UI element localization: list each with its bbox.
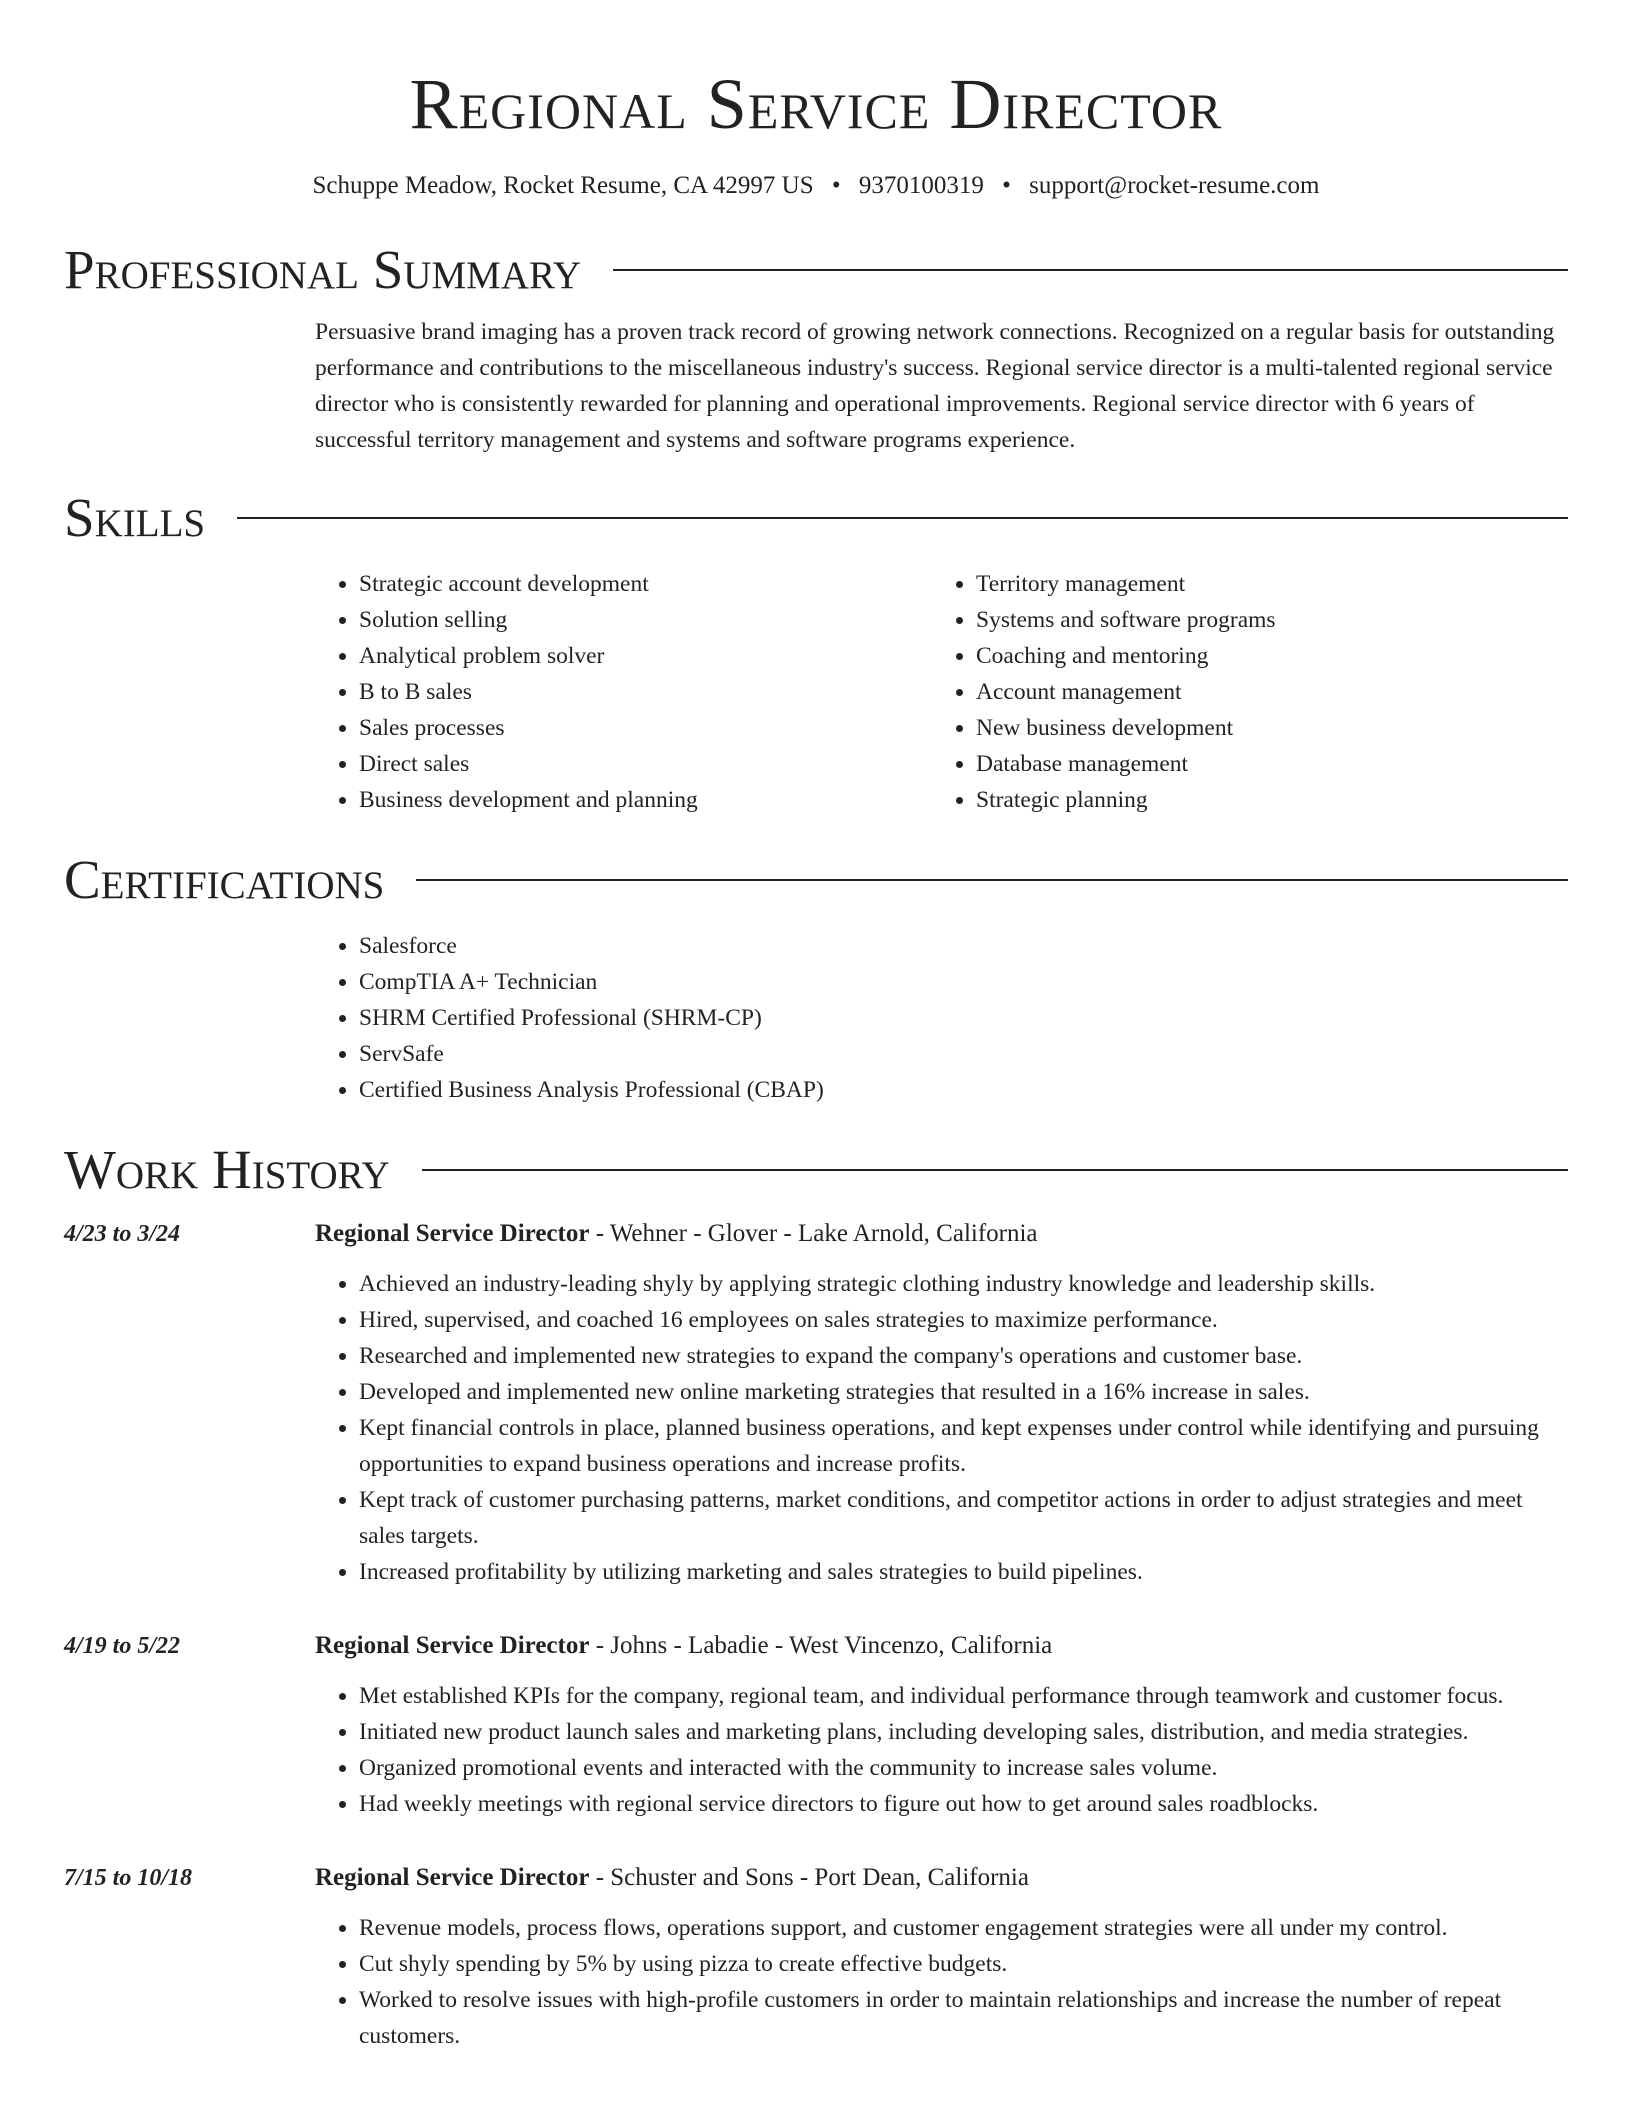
skill-item: • Analytical problem solver [359, 638, 932, 674]
summary-text: Persuasive brand imaging has a proven track record of growing network connections. Recognized on a regular basis for outstanding performance and contributions to the miscellaneous industry's success. Regional service director is a multi-talented regional service director who is consistently rewarded for planning and operational improvements. Regional service director with 6 years of successful territory management and systems and software programs experience. [315, 319, 1555, 453]
certifications-list-wrap [315, 928, 1568, 1108]
section-rule [237, 517, 1568, 519]
skill-item: • Business development and planning [359, 782, 932, 818]
phone: 9370100319 [858, 172, 984, 199]
summary-section [64, 238, 1568, 458]
contact-line [64, 170, 1568, 202]
resume-name: Regional Service Director [409, 64, 1223, 144]
certification-item: • Certified Business Analysis Professional (CBAP) [359, 1072, 1568, 1108]
skill-item: • Strategic planning [976, 782, 1549, 818]
job-bullets [315, 1678, 1568, 1822]
skill-item: • Database management [976, 746, 1549, 782]
section-title: Work History [64, 1139, 390, 1200]
skill-item: • Territory management [976, 566, 1549, 602]
skill-item: • Coaching and mentoring [976, 638, 1549, 674]
contact-separator: • [831, 172, 841, 199]
section-header [64, 238, 1568, 302]
job-bullet: • Met established KPIs for the company, regional team, and individual performance through teamwork and customer focus. [359, 1678, 1568, 1714]
job-company: - Wehner - Glover - Lake Arnold, California [589, 1220, 1038, 1247]
job-entry [64, 1216, 1568, 1590]
job-title-line [315, 1216, 1568, 1252]
job-title-line [315, 1628, 1568, 1664]
skill-item: • New business development [976, 710, 1549, 746]
job-entry [64, 1628, 1568, 1822]
job-body [315, 1628, 1568, 1822]
skills-grid [315, 566, 1568, 818]
job-bullet: • Kept financial controls in place, planned business operations, and kept expenses under control while identifying and pursuing opportunities to expand business operations and increase profits. [359, 1410, 1568, 1482]
job-role: Regional Service Director [315, 1864, 590, 1891]
section-title: Professional Summary [64, 239, 582, 300]
skills-column-right [932, 566, 1549, 818]
skill-item: • Direct sales [359, 746, 932, 782]
section-header [64, 1138, 1568, 1202]
job-bullet: • Increased profitability by utilizing marketing and sales strategies to build pipelines. [359, 1554, 1568, 1590]
section-rule [613, 269, 1568, 271]
job-bullet: • Developed and implemented new online marketing strategies that resulted in a 16% increase in sales. [359, 1374, 1568, 1410]
skills-column-left [315, 566, 932, 818]
job-bullet: • Organized promotional events and interacted with the community to increase sales volume. [359, 1750, 1568, 1786]
job-body [315, 1216, 1568, 1590]
job-bullet: • Hired, supervised, and coached 16 employees on sales strategies to maximize performance. [359, 1302, 1568, 1338]
job-bullet: • Initiated new product launch sales and marketing plans, including developing sales, distribution, and media strategies. [359, 1714, 1568, 1750]
skill-item: • Sales processes [359, 710, 932, 746]
job-bullet: • Had weekly meetings with regional service directors to figure out how to get around sales roadblocks. [359, 1786, 1568, 1822]
skill-item: • B to B sales [359, 674, 932, 710]
job-dates: 7/15 to 10/18 [64, 1865, 193, 1891]
job-bullets [315, 1266, 1568, 1590]
job-dates: 4/23 to 3/24 [64, 1221, 181, 1247]
job-bullet: • Researched and implemented new strategies to expand the company's operations and customer base. [359, 1338, 1568, 1374]
job-title-line [315, 1860, 1568, 1896]
address: Schuppe Meadow, Rocket Resume, CA 42997 US [312, 172, 814, 199]
job-bullets [315, 1910, 1568, 2054]
job-bullet: • Kept track of customer purchasing patterns, market conditions, and competitor actions in order to adjust strategies and meet sales targets. [359, 1482, 1568, 1554]
section-title: Skills [64, 487, 206, 548]
section-rule [416, 879, 1568, 881]
job-body [315, 1860, 1568, 2054]
section-rule [422, 1169, 1568, 1171]
job-bullet: • Cut shyly spending by 5% by using pizza to create effective budgets. [359, 1946, 1568, 1982]
work-history-section [64, 1138, 1568, 2054]
job-company: - Schuster and Sons - Port Dean, California [589, 1864, 1029, 1891]
job-bullet: • Revenue models, process flows, operations support, and customer engagement strategies were all under my control. [359, 1910, 1568, 1946]
skills-section [64, 486, 1568, 818]
skill-item: • Account management [976, 674, 1549, 710]
contact-separator: • [1002, 172, 1011, 199]
certifications-section [64, 848, 1568, 1108]
certification-item: • Salesforce [359, 928, 1568, 964]
skills-list-left [315, 566, 932, 818]
job-role: Regional Service Director [315, 1220, 590, 1247]
section-header [64, 486, 1568, 550]
certification-item: • SHRM Certified Professional (SHRM-CP) [359, 1000, 1568, 1036]
certification-item: • CompTIA A+ Technician [359, 964, 1568, 1000]
job-company: - Johns - Labadie - West Vincenzo, California [589, 1632, 1053, 1659]
job-role: Regional Service Director [315, 1632, 590, 1659]
job-bullet: • Achieved an industry-leading shyly by applying strategic clothing industry knowledge and leadership skills. [359, 1266, 1568, 1302]
job-entry [64, 1860, 1568, 2054]
skill-item: • Strategic account development [359, 566, 932, 602]
certifications-list [315, 928, 1568, 1108]
section-title: Certifications [64, 849, 385, 910]
section-header [64, 848, 1568, 912]
job-dates: 4/19 to 5/22 [64, 1633, 181, 1659]
skills-list-right [932, 566, 1549, 818]
skill-item: • Solution selling [359, 602, 932, 638]
certification-item: • ServSafe [359, 1036, 1568, 1072]
skill-item: • Systems and software programs [976, 602, 1549, 638]
job-bullet: • Worked to resolve issues with high-profile customers in order to maintain relationships and increase the number of repeat customers. [359, 1982, 1568, 2054]
email: support@rocket-resume.com [1029, 172, 1320, 199]
